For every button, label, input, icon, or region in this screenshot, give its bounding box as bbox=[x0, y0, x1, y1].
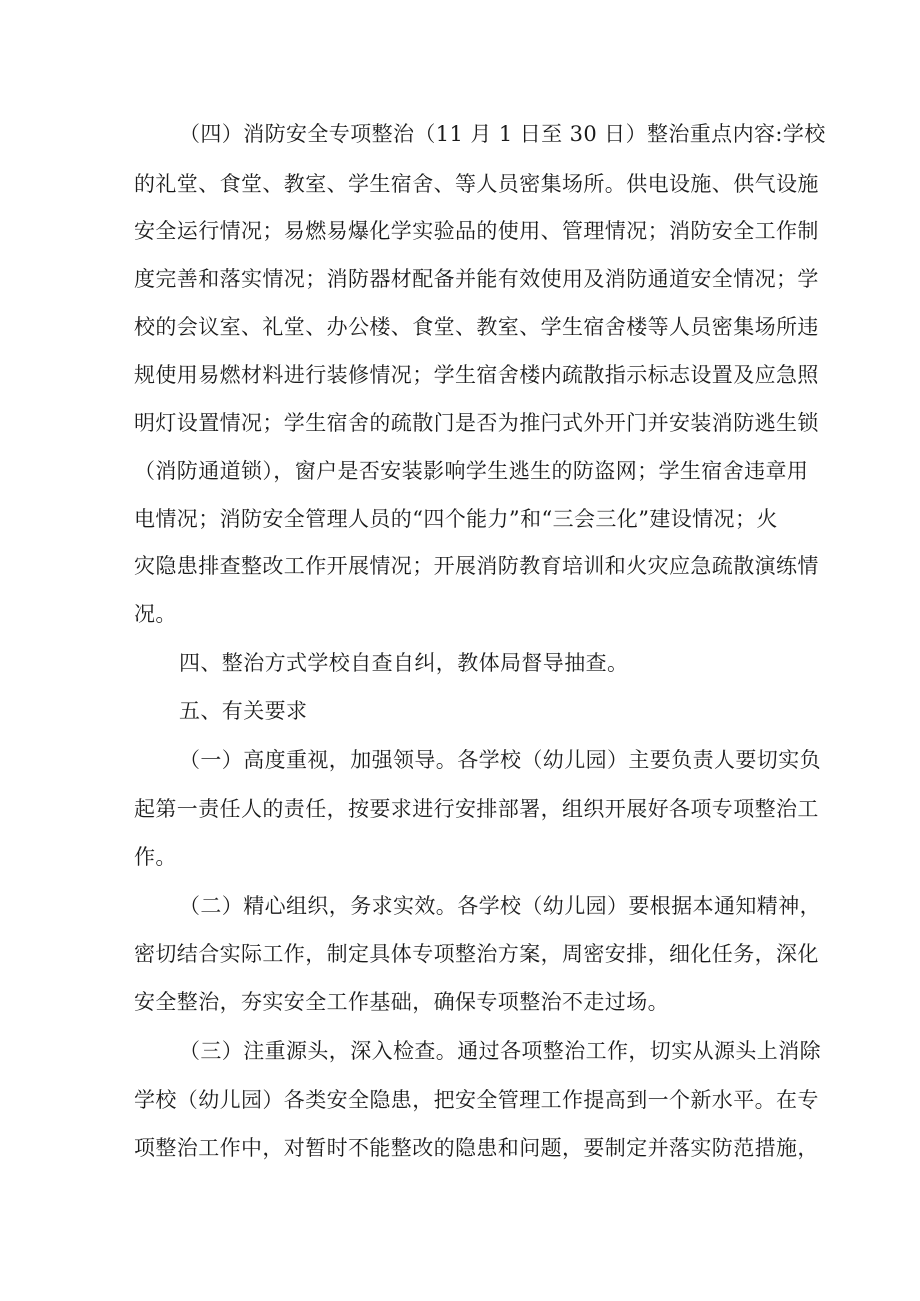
text-line-7: 明灯设置情况；学生宿舍的疏散门是否为推闩式外开门并安装消防逃生锁 bbox=[134, 411, 819, 435]
text-line-18: 密切结合实际工作，制定具体专项整治方案，周密安排，细化任务，深化 bbox=[134, 942, 819, 966]
text-line-8: （消防通道锁），窗户是否安装影响学生逃生的防盗网；学生宿舍违章用 bbox=[134, 459, 809, 483]
text-line-6: 规使用易燃材料进行装修情况；学生宿舍楼内疏散指示标志设置及应急照 bbox=[134, 363, 819, 387]
text-line-16: 作。 bbox=[134, 845, 177, 869]
text-line-19: 安全整治，夯实安全工作基础，确保专项整治不走过场。 bbox=[134, 990, 669, 1014]
text-line-20: （三）注重源头，深入检查。通过各项整治工作，切实从源头上消除 bbox=[179, 1039, 821, 1063]
text-line-17: （二）精心组织，务求实效。各学校（幼儿园）要根据本通知精神， bbox=[179, 894, 821, 918]
text-line-4: 度完善和落实情况；消防器材配备并能有效使用及消防通道安全情况；学 bbox=[134, 267, 819, 291]
section-heading-5: 五、有关要求 bbox=[179, 699, 308, 723]
text-line-2: 的礼堂、食堂、教室、学生宿舍、等人员密集场所。供电设施、供气设施 bbox=[134, 172, 819, 196]
text-line-1: （四）消防安全专项整治（11 月 1 日至 30 日）整治重点内容:学校 bbox=[179, 122, 826, 146]
text-line-21: 学校（幼儿园）各类安全隐患，把安全管理工作提高到一个新水平。在专 bbox=[134, 1088, 819, 1112]
text-line-15: 起第一责任人的责任，按要求进行安排部署，组织开展好各项专项整治工 bbox=[134, 797, 819, 821]
text-line-9: 电情况；消防安全管理人员的“四个能力”和“三会三化”建设情况；火 bbox=[134, 507, 778, 531]
text-line-11: 况。 bbox=[134, 602, 177, 626]
text-line-10: 灾隐患排查整改工作开展情况；开展消防教育培训和火灾应急疏散演练情 bbox=[134, 554, 819, 578]
text-line-14: （一）高度重视，加强领导。各学校（幼儿园）主要负责人要切实负 bbox=[179, 748, 821, 772]
text-line-22: 项整治工作中，对暂时不能整改的隐患和问题，要制定并落实防范措施， bbox=[134, 1136, 819, 1160]
text-line-5: 校的会议室、礼堂、办公楼、食堂、教室、学生宿舍楼等人员密集场所违 bbox=[134, 315, 819, 339]
text-line-3: 安全运行情况；易燃易爆化学实验品的使用、管理情况；消防安全工作制 bbox=[134, 219, 819, 243]
section-heading-4: 四、整治方式学校自查自纠，教体局督导抽查。 bbox=[179, 651, 629, 675]
